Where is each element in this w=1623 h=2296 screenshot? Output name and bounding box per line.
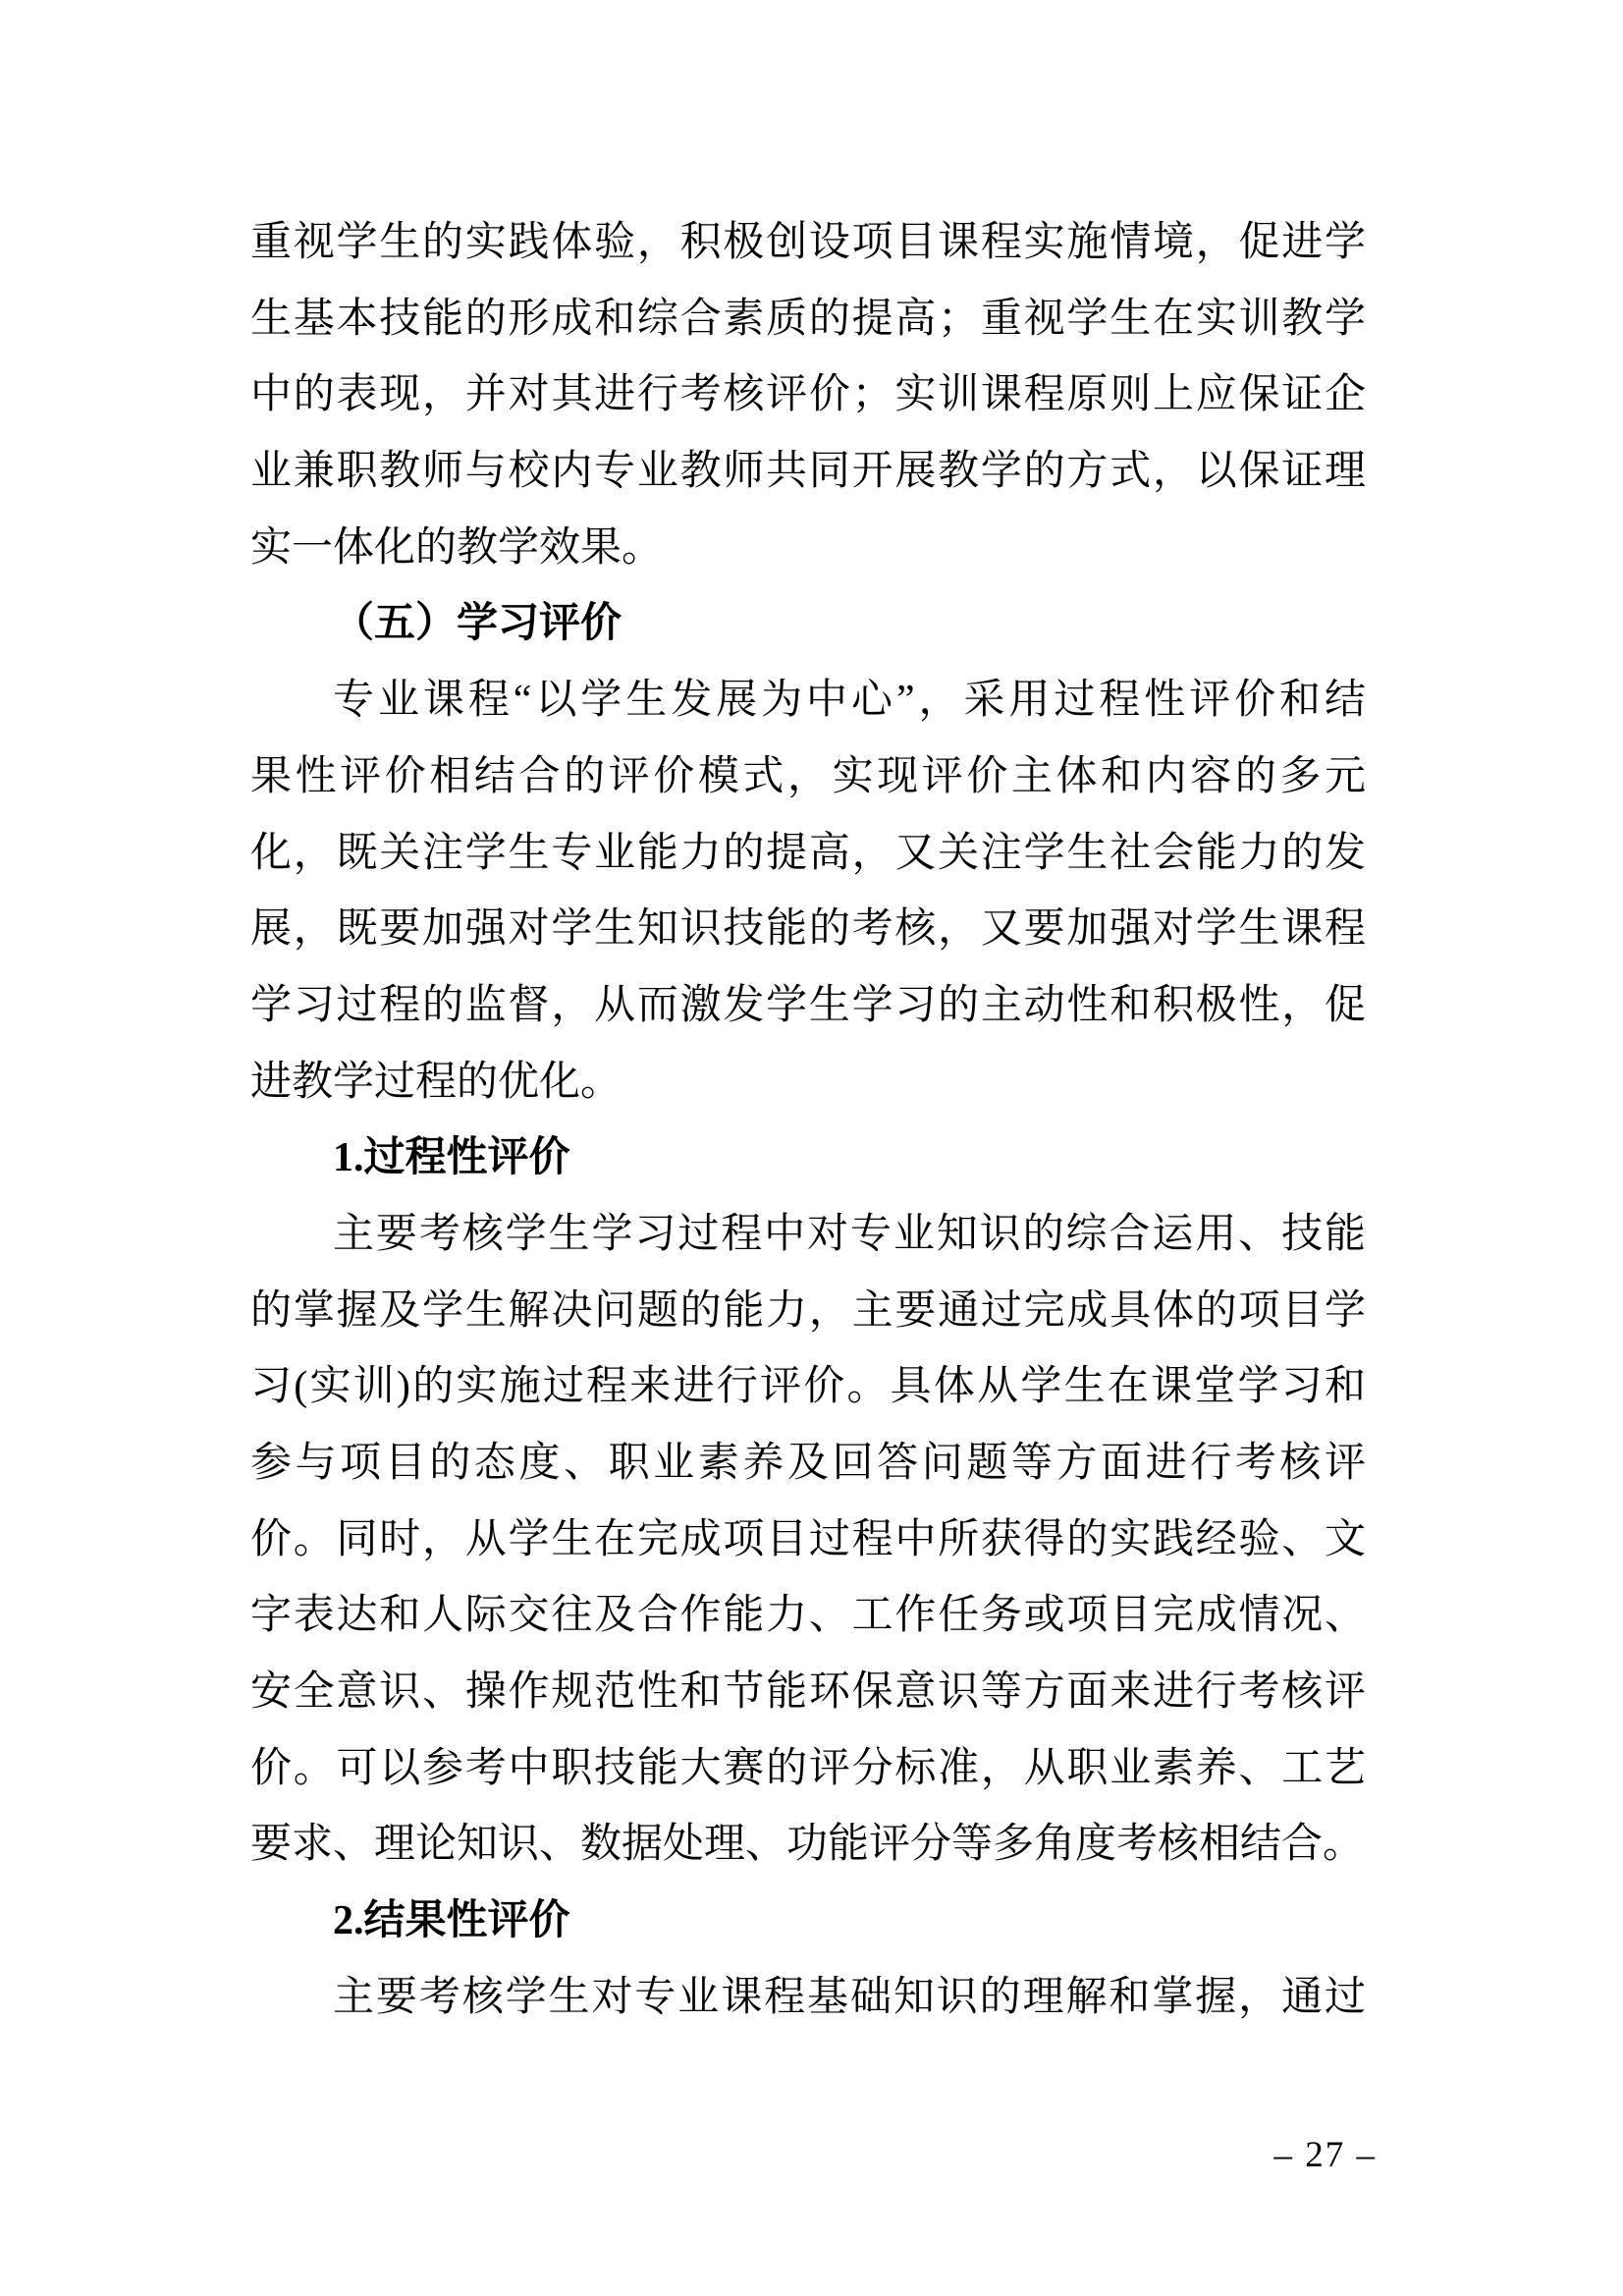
text-line: 学习过程的监督，从而激发学生学习的主动性和积极性，促 <box>250 982 1366 1028</box>
text-line: 安全意识、操作规范性和节能环保意识等方面来进行考核评 <box>250 1669 1366 1716</box>
text-line: 价。同时，从学生在完成项目过程中所获得的实践经验、文 <box>250 1516 1366 1562</box>
text-line: 果性评价相结合的评价模式，实现评价主体和内容的多元 <box>250 753 1366 799</box>
heading-line: 2.结果性评价 <box>333 1898 570 1944</box>
text-line: 字表达和人际交往及合作能力、工作任务或项目完成情况、 <box>250 1593 1366 1639</box>
text-line: 参与项目的态度、职业素养及回答问题等方面进行考核评 <box>250 1441 1366 1486</box>
page-number: – 27 – <box>1273 2135 1377 2175</box>
text-line: 价。可以参考中职技能大赛的评分标准，从职业素养、工艺 <box>250 1745 1366 1791</box>
text-line: 进教学过程的优化。 <box>250 1059 622 1105</box>
text-line: 实一体化的教学效果。 <box>250 524 664 571</box>
text-line: 展，既要加强对学生知识技能的考核，又要加强对学生课程 <box>250 906 1366 953</box>
heading-line: 1.过程性评价 <box>333 1135 570 1181</box>
text-line: 主要考核学生对专业课程基础知识的理解和掌握，通过 <box>333 1974 1366 2020</box>
text-line: 生基本技能的形成和综合素质的提高；重视学生在实训教学 <box>250 296 1366 342</box>
text-line: 专业课程“以学生发展为中心”，采用过程性评价和结 <box>333 678 1366 724</box>
heading-line: （五）学习评价 <box>333 601 622 647</box>
text-line: 要求、理论知识、数据处理、功能评分等多角度考核相结合。 <box>250 1822 1365 1868</box>
text-line: 主要考核学生学习过程中对专业知识的综合运用、技能 <box>333 1211 1366 1257</box>
text-lines <box>250 205 1366 2037</box>
text-line: 重视学生的实践体验，积极创设项目课程实施情境，促进学 <box>250 220 1366 265</box>
text-line: 业兼职教师与校内专业教师共同开展教学的方式，以保证理 <box>250 449 1366 495</box>
text-line: 中的表现，并对其进行考核评价；实训课程原则上应保证企 <box>250 372 1366 418</box>
text-line: 习(实训)的实施过程来进行评价。具体从学生在课堂学习和 <box>250 1364 1366 1410</box>
text-line: 化，既关注学生专业能力的提高，又关注学生社会能力的发 <box>250 830 1366 876</box>
text-line: 的掌握及学生解决问题的能力，主要通过完成具体的项目学 <box>250 1287 1366 1334</box>
